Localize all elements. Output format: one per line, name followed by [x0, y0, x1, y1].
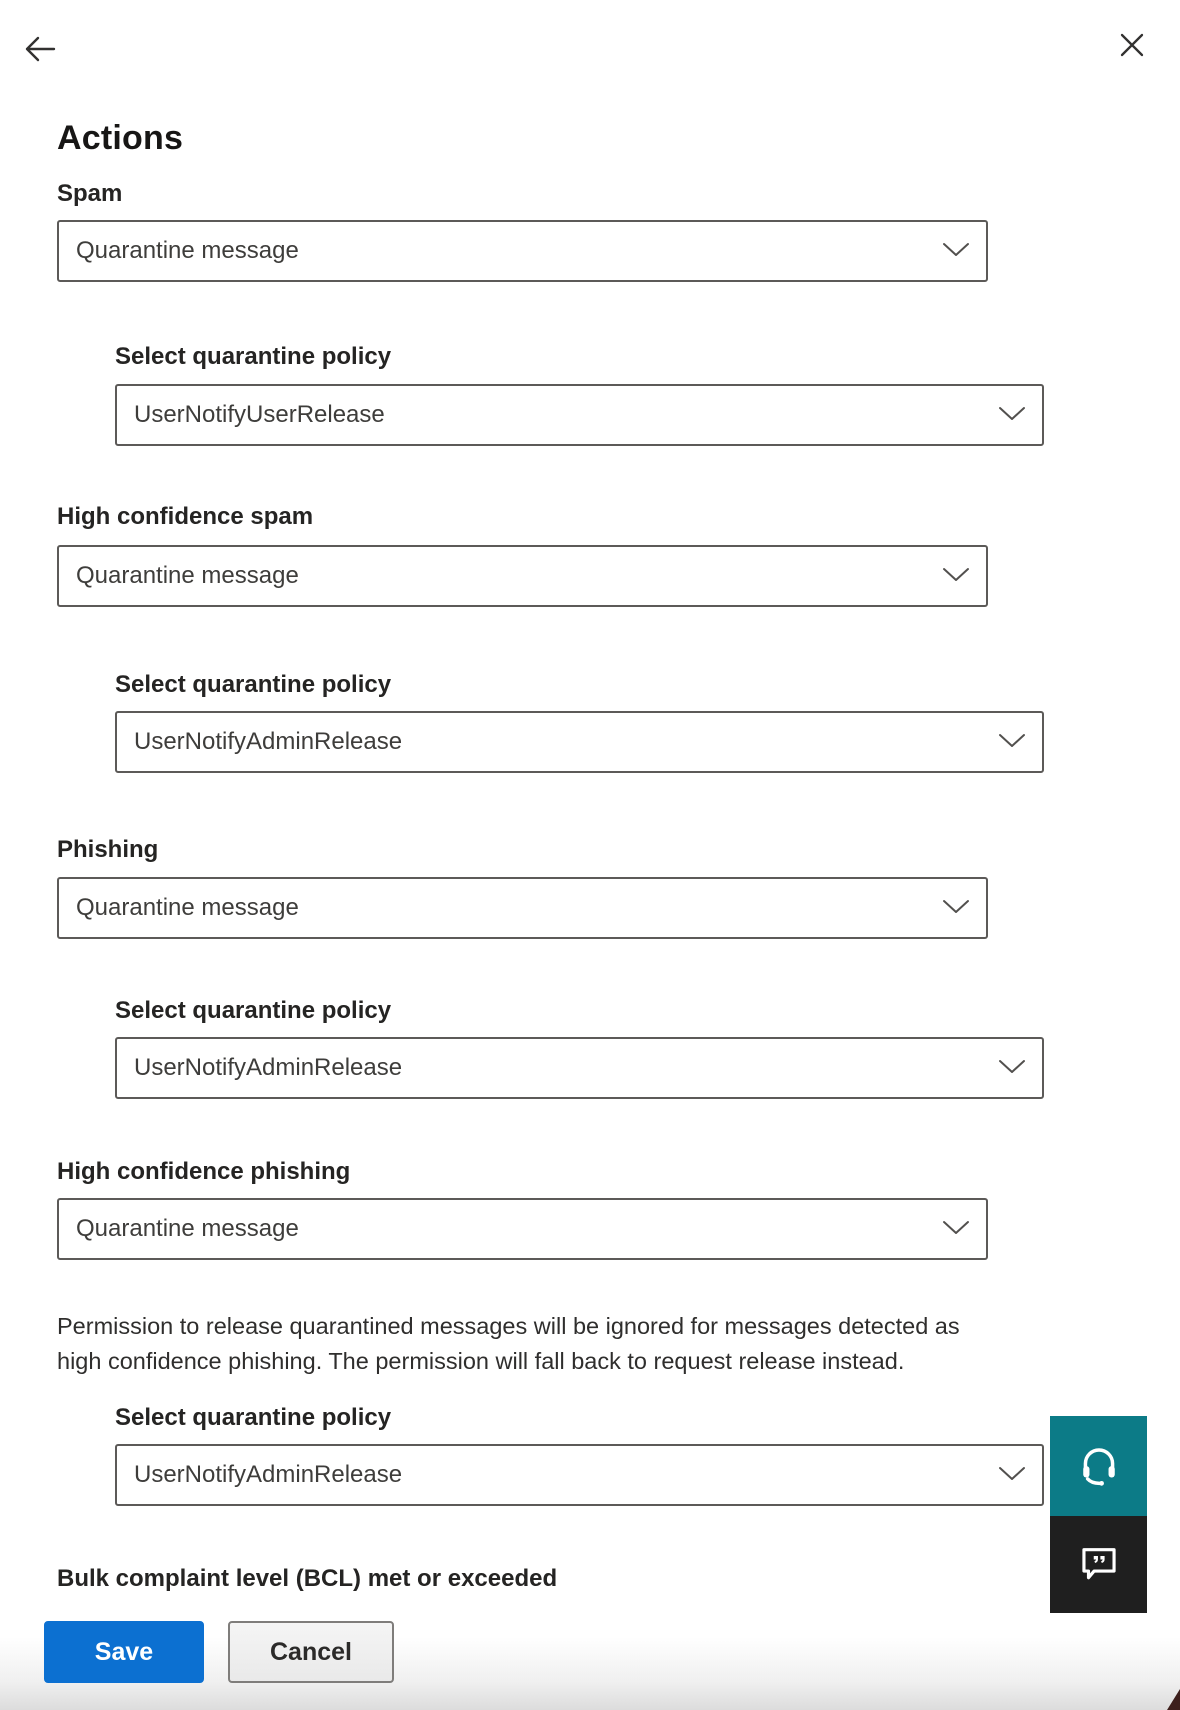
page-title: Actions: [57, 118, 184, 157]
save-button[interactable]: Save: [44, 1621, 204, 1683]
cancel-button[interactable]: Cancel: [228, 1621, 394, 1683]
chevron-down-icon: [942, 562, 970, 590]
help-support-button[interactable]: [1050, 1416, 1147, 1516]
high-confidence-spam-label: High confidence spam: [57, 503, 314, 530]
close-icon: [1116, 49, 1148, 64]
hc-spam-quarantine-policy-value: UserNotifyAdminRelease: [134, 728, 403, 755]
chevron-down-icon: [998, 1054, 1026, 1082]
headset-icon: [1077, 1443, 1121, 1490]
back-arrow-icon: [21, 56, 59, 71]
chevron-down-icon: [998, 401, 1026, 429]
feedback-button[interactable]: [1050, 1516, 1147, 1613]
spam-action-dropdown[interactable]: [57, 220, 988, 282]
note-line-2: high confidence phishing. The permission will fall back to request release instead.: [57, 1348, 905, 1374]
high-confidence-phishing-label: High confidence phishing: [57, 1158, 351, 1185]
back-button[interactable]: [21, 30, 59, 68]
spam-quarantine-policy-value: UserNotifyUserRelease: [134, 401, 385, 428]
chevron-down-icon: [998, 728, 1026, 756]
hc-phishing-note: [57, 1309, 960, 1379]
chevron-down-icon: [942, 894, 970, 922]
high-confidence-phishing-action-value: Quarantine message: [76, 1215, 299, 1242]
hc-phishing-quarantine-policy-dropdown[interactable]: [115, 1444, 1044, 1506]
spam-quarantine-policy-dropdown[interactable]: [115, 384, 1044, 446]
high-confidence-spam-action-value: Quarantine message: [76, 562, 299, 589]
phishing-action-value: Quarantine message: [76, 894, 299, 921]
phishing-quarantine-policy-label: Select quarantine policy: [115, 997, 392, 1024]
high-confidence-phishing-action-dropdown[interactable]: [57, 1198, 988, 1260]
spam-action-value: Quarantine message: [76, 237, 299, 264]
note-line-1: Permission to release quarantined messages will be ignored for messages detected as: [57, 1313, 960, 1339]
spam-label: Spam: [57, 180, 123, 207]
bulk-complaint-label: Bulk complaint level (BCL) met or exceeded: [57, 1565, 558, 1591]
hc-phishing-quarantine-policy-value: UserNotifyAdminRelease: [134, 1461, 403, 1488]
phishing-action-dropdown[interactable]: [57, 877, 988, 939]
spam-quarantine-policy-label: Select quarantine policy: [115, 343, 392, 370]
hc-phishing-quarantine-policy-label: Select quarantine policy: [115, 1404, 392, 1431]
chevron-down-icon: [942, 237, 970, 265]
footer-bar: [0, 1592, 1180, 1710]
chevron-down-icon: [942, 1215, 970, 1243]
high-confidence-spam-action-dropdown[interactable]: [57, 545, 988, 607]
chat-bubble-icon: [1078, 1542, 1120, 1587]
phishing-quarantine-policy-value: UserNotifyAdminRelease: [134, 1054, 403, 1081]
hc-spam-quarantine-policy-label: Select quarantine policy: [115, 671, 392, 698]
chevron-down-icon: [998, 1461, 1026, 1489]
phishing-label: Phishing: [57, 836, 159, 863]
corner-artifact: [1167, 1689, 1180, 1710]
phishing-quarantine-policy-dropdown[interactable]: [115, 1037, 1044, 1099]
close-button[interactable]: [1116, 29, 1148, 61]
bulk-complaint-section: [57, 1564, 957, 1591]
hc-spam-quarantine-policy-dropdown[interactable]: [115, 711, 1044, 773]
